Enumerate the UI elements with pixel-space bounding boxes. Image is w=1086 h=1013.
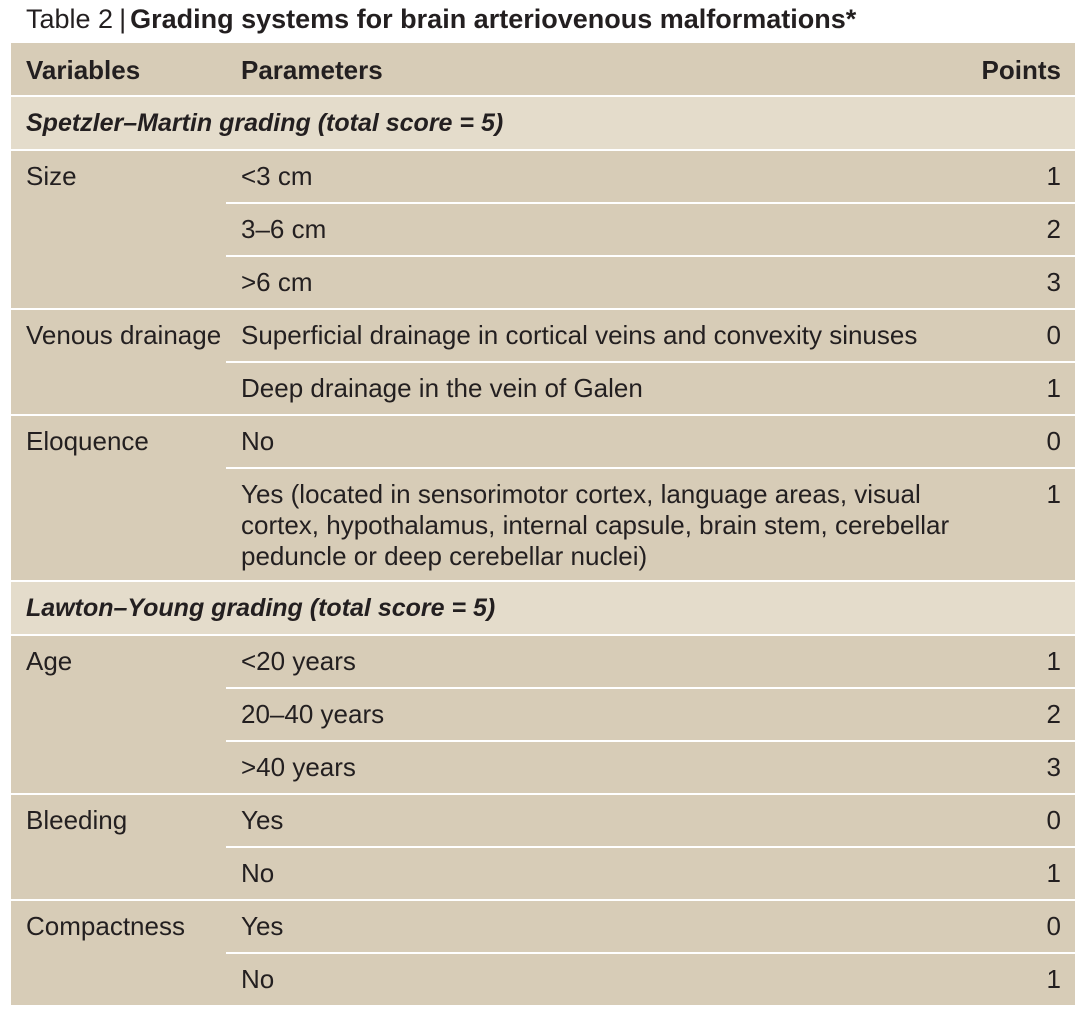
parameter-cell: Deep drainage in the vein of Galen bbox=[241, 373, 643, 403]
parameter-rows bbox=[226, 151, 1075, 308]
points-cell: 1 bbox=[1046, 373, 1061, 403]
parameter-rows bbox=[226, 901, 1075, 1005]
parameter-cell: <3 cm bbox=[241, 161, 313, 191]
table-row bbox=[226, 636, 1075, 687]
variable-group bbox=[11, 636, 1075, 795]
points-cell: 1 bbox=[1046, 964, 1061, 994]
parameter-cell: No bbox=[241, 858, 275, 888]
header-parameters: Parameters bbox=[241, 55, 383, 85]
points-cell: 2 bbox=[1046, 214, 1061, 244]
table-row bbox=[226, 361, 1075, 414]
table-header bbox=[11, 43, 1075, 97]
variable-cell: Bleeding bbox=[26, 805, 128, 835]
section-heading: Spetzler–Martin grading (total score = 5) bbox=[11, 97, 1075, 151]
table-body bbox=[11, 97, 1075, 1007]
table-row bbox=[226, 151, 1075, 202]
points-cell: 0 bbox=[1046, 805, 1061, 835]
parameter-cell: No bbox=[241, 426, 275, 456]
variable-group bbox=[11, 795, 1075, 901]
variable-cell: Age bbox=[26, 646, 73, 676]
header-variables: Variables bbox=[26, 55, 141, 85]
table-row bbox=[226, 795, 1075, 846]
parameter-rows bbox=[226, 795, 1075, 899]
points-cell: 1 bbox=[1046, 646, 1061, 676]
points-cell: 0 bbox=[1046, 426, 1061, 456]
variable-cell: Compactness bbox=[26, 911, 185, 941]
table-row bbox=[226, 416, 1075, 467]
points-cell: 1 bbox=[1046, 479, 1061, 509]
table-row bbox=[226, 687, 1075, 740]
table-caption bbox=[26, 0, 856, 40]
points-cell: 3 bbox=[1046, 267, 1061, 297]
table-row bbox=[226, 467, 1075, 580]
table-row bbox=[226, 846, 1075, 899]
variable-cell: Size bbox=[26, 161, 77, 191]
table-row bbox=[226, 202, 1075, 255]
parameter-rows bbox=[226, 636, 1075, 793]
parameter-cell: <20 years bbox=[241, 646, 356, 676]
points-cell: 0 bbox=[1046, 911, 1061, 941]
variable-group bbox=[11, 151, 1075, 310]
header-points: Points bbox=[981, 55, 1061, 85]
variable-group bbox=[11, 901, 1075, 1007]
table-label: Table 2 bbox=[26, 4, 114, 34]
table-row bbox=[226, 255, 1075, 308]
table-row bbox=[226, 310, 1075, 361]
variable-group bbox=[11, 310, 1075, 416]
parameter-cell: Yes bbox=[241, 911, 284, 941]
parameter-cell: No bbox=[241, 964, 275, 994]
points-cell: 3 bbox=[1046, 752, 1061, 782]
section-heading: Lawton–Young grading (total score = 5) bbox=[11, 582, 1075, 636]
table-row bbox=[226, 740, 1075, 793]
points-cell: 2 bbox=[1046, 699, 1061, 729]
parameter-cell: >40 years bbox=[241, 752, 356, 782]
variable-cell: Venous drainage bbox=[26, 320, 222, 350]
points-cell: 1 bbox=[1046, 858, 1061, 888]
parameter-cell: 3–6 cm bbox=[241, 214, 327, 244]
table-row bbox=[226, 952, 1075, 1005]
parameter-rows bbox=[226, 310, 1075, 414]
caption-separator: | bbox=[119, 4, 127, 34]
grading-table bbox=[11, 43, 1075, 1007]
parameter-cell: Yes (located in sensorimotor cortex, language areas, visual cortex, hypothalamus, internal capsule, brain stem, cerebellar peduncle or deep cerebellar nuclei) bbox=[241, 479, 950, 571]
parameter-cell: Superficial drainage in cortical veins and convexity sinuses bbox=[241, 320, 918, 350]
variable-group bbox=[11, 416, 1075, 582]
variable-cell: Eloquence bbox=[26, 426, 149, 456]
points-cell: 1 bbox=[1046, 161, 1061, 191]
parameter-rows bbox=[226, 416, 1075, 580]
table-row bbox=[226, 901, 1075, 952]
table-title: Grading systems for brain arteriovenous malformations* bbox=[130, 4, 857, 34]
parameter-cell: >6 cm bbox=[241, 267, 313, 297]
parameter-cell: 20–40 years bbox=[241, 699, 385, 729]
points-cell: 0 bbox=[1046, 320, 1061, 350]
parameter-cell: Yes bbox=[241, 805, 284, 835]
